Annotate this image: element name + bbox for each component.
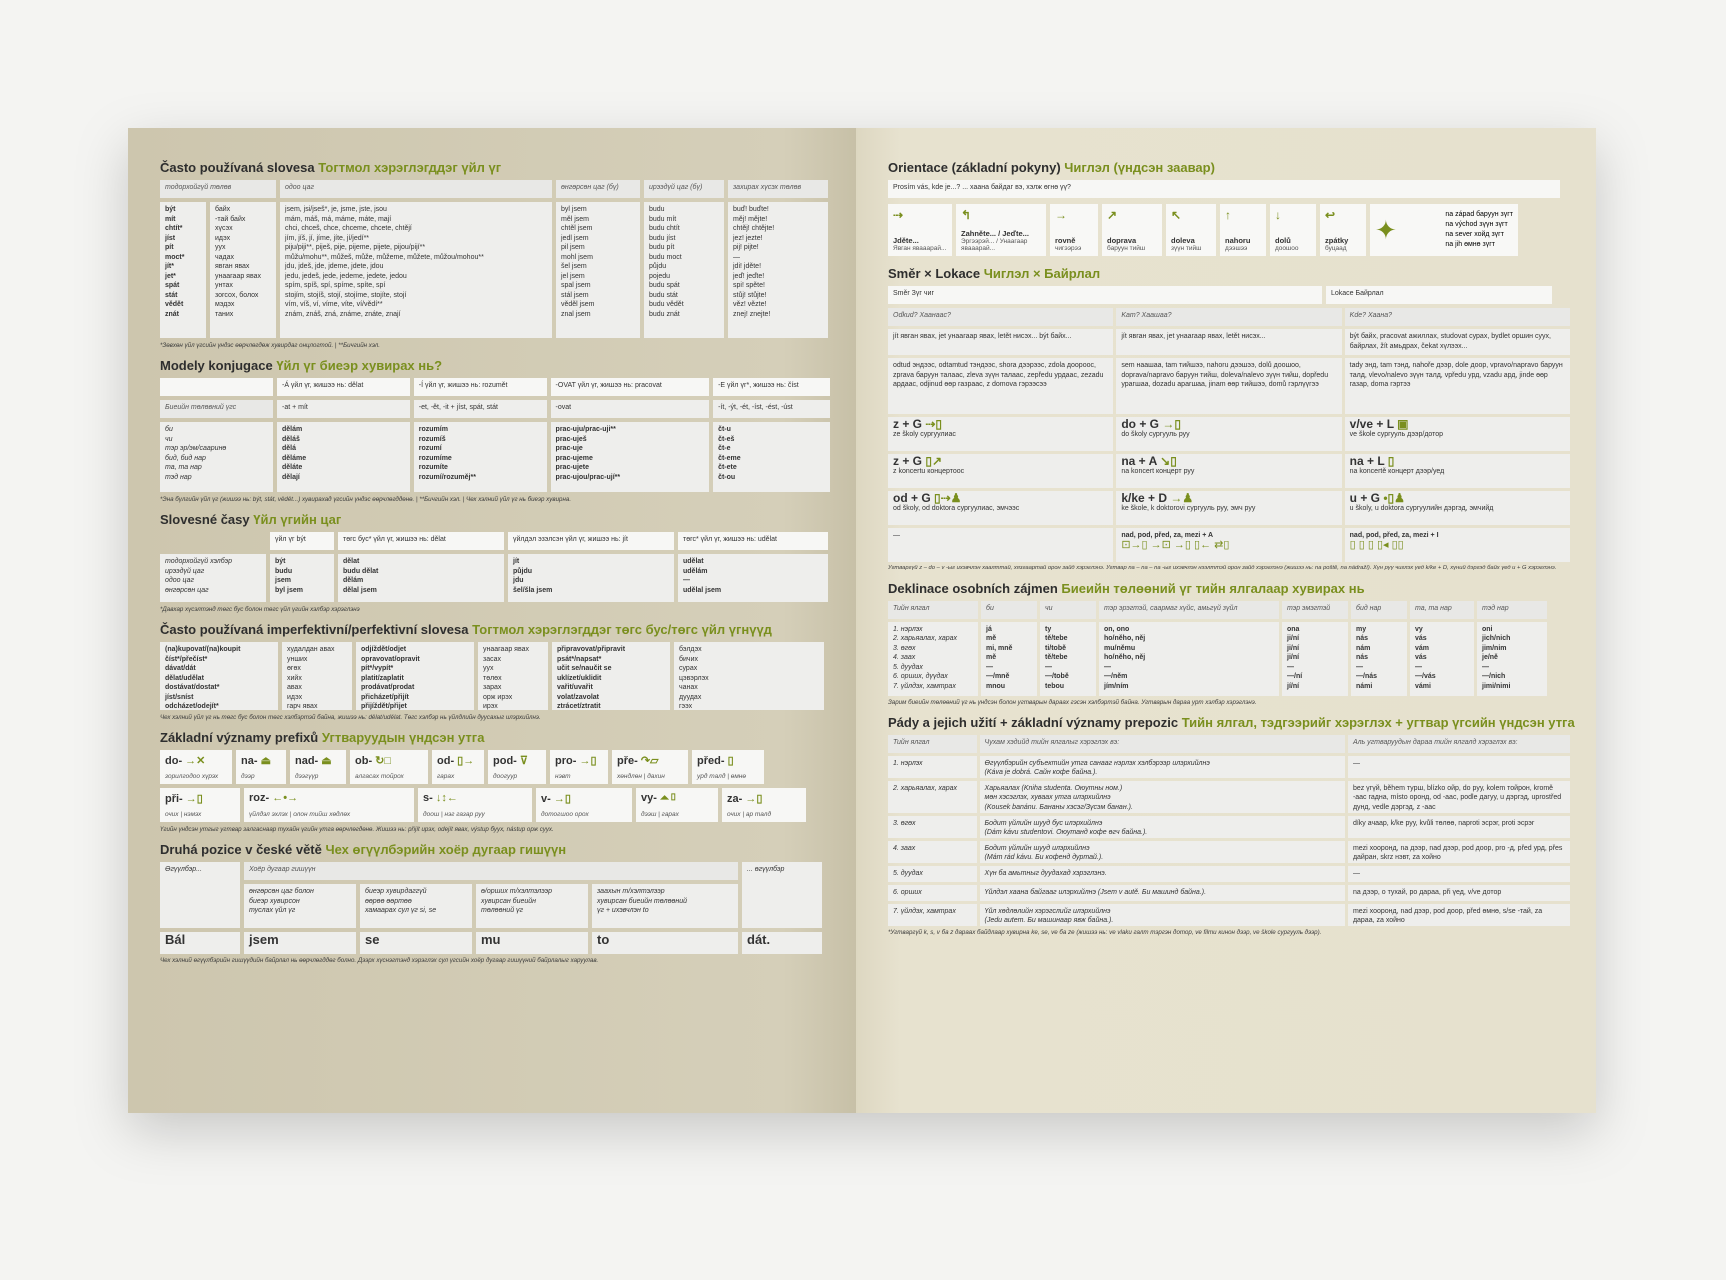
formula-k-d: k/ke + D →♟ ke škole, k doktorovi сургууль руу, эмч руу — [1116, 491, 1341, 525]
prefix-icon: →✕ — [185, 755, 206, 767]
section-title-second-position: Druhá pozice v české větě Чех өгүүлбэрийн хоёр дугаар гишүүн — [160, 842, 567, 857]
conj-head-3: -OVAT үйл үг, жишээ нь: pracovat — [551, 378, 710, 396]
right-page — [856, 128, 1596, 1113]
formula-nad-pod-a: nad, pod, před, za, mezi + A ⊡→▯ →⊡ →▯ ▯← ⇄▯ — [1116, 528, 1341, 562]
dirloc-formula-3 — [888, 491, 1570, 525]
prefixes-note: Үгийн үндсэн утгыг угтвар залгаснаар тухайн үгийн утга өөрчлөгдөнө. Жишээ нь: přijít ирэх, odejít явах, výstup буух, nástup орж суух. — [160, 826, 554, 833]
odkud-verbs: jít явган явах, jet унаагаар явах, letět нисэх... být байх... — [888, 329, 1113, 355]
tense-byt: být budu jsem byl jsem — [270, 554, 334, 602]
prefix-icon: ⊽ — [519, 755, 528, 767]
header-infinitive: тодорхойгүй төлөв — [160, 180, 276, 198]
left-page — [128, 128, 856, 1113]
stem-2: -et, -ět, -it + jíst, spát, stát — [414, 400, 547, 418]
sentence-start-box: Өгүүлбэр... — [160, 862, 240, 928]
conjugation-stems — [160, 400, 830, 418]
tenses-heads — [160, 532, 830, 550]
word-to: to — [592, 932, 738, 954]
enter-icon: →▯ — [1162, 417, 1181, 431]
prefix-tile: nad- ⏏ дээгүүр — [290, 750, 346, 784]
section-title-pronouns: Deklinace osobních zájmen Биеийн төлөөний үг тийн ялгалаар хувирах нь — [888, 580, 1365, 596]
past-cell: byl jsem měl jsem chtěl jsem jedl jsem pil jsem mohl jsem šel jsem jel jsem spal jsem stál jsem věděl jsem znal jsem — [556, 202, 640, 338]
direction-tile: ↑ nahoru дээшээ — [1220, 204, 1266, 256]
prefix-icon: ⏏ — [260, 755, 271, 767]
direction-tile: ↗ doprava баруун тийш — [1102, 204, 1162, 256]
prefix-tile: na- ⏏ дээр — [236, 750, 286, 784]
word-mu: mu — [476, 932, 588, 954]
arrow-up-left-icon: ↖ — [1171, 208, 1182, 222]
section-title-prefixes: Základní významy prefixů Угтваруудын үндсэн утга — [160, 730, 485, 745]
booklet-spread — [128, 128, 1596, 1113]
pronoun-vy: vy vás vám vás — —/vás vámi — [1410, 622, 1474, 696]
walk-icon: ⇢ — [893, 208, 904, 222]
pronoun-table — [888, 622, 1570, 696]
kde-adverbs: tady энд, tam тэнд, nahoře дээр, dole доор, vpravo/napravo баруун талд, vlevo/nalevo зүүн талд, vpředu урд, vzadu ард, jinde өөр газар, doma гэртээ — [1345, 358, 1570, 414]
prefix-tile: před- ▯ урд талд | өмнө — [692, 750, 764, 784]
prefix-icon: ↷▱ — [640, 755, 659, 767]
verbs-headers — [160, 180, 830, 198]
pronoun-ja: já mě mi, mně mě — —/mně mnou — [981, 622, 1037, 696]
direction-tile: ↓ dolů доошоо — [1270, 204, 1316, 256]
prefix-icon: ▯→ — [457, 755, 475, 767]
kam-verbs: jít явган явах, jet унаагаар явах, letět нисэх... — [1116, 329, 1341, 355]
away-from-person-icon: ▯⇢♟ — [934, 491, 962, 505]
prefix-tile: roz- ←•→ үйлдэл эхлэх | олон тийш хөдлөх — [244, 788, 414, 822]
word-se: se — [360, 932, 472, 954]
tenses-table — [160, 554, 830, 602]
tense-labels: тодорхойгүй хэлбэр ирээдүй цаг одоо цаг өнгөрсөн цаг — [160, 554, 266, 602]
pronoun-my: my nás nám nás — —/nás námi — [1351, 622, 1407, 696]
cases-head: Тийн ялгал — [888, 735, 977, 753]
dirloc-formula-2 — [888, 454, 1570, 488]
prefix-tile: vy- ⏶▯ дээш | гарах — [636, 788, 718, 822]
section-title-aspects: Často používaná imperfektivní/perfektivní slovesa Тогтмол хэрэглэгддэг төгс бус/төгс үйл үгнүүд — [160, 622, 772, 637]
dirloc-verbs — [888, 329, 1570, 355]
forms-rozumet: rozumím rozumíš rozumí rozumíme rozumíte rozumí/rozuměj** — [414, 422, 547, 492]
forms-delat: dělám děláš dělá děláme děláte dělají — [277, 422, 410, 492]
header-present: одоо цаг — [280, 180, 552, 198]
conjugation-forms — [160, 422, 830, 492]
compass-icon: ✦ — [1375, 214, 1397, 245]
case-row: 5. дуудах Хүн ба амьтныг дуудахад хэрэглэнэ. — — [888, 866, 1570, 882]
prefix-icon: →▯ — [553, 793, 571, 805]
direction-tile: ↖ doleva зүүн тийш — [1166, 204, 1216, 256]
kde-question: Kde? Хаана? — [1345, 308, 1570, 326]
prefix-icon: →▯ — [579, 755, 597, 767]
prefix-tile: s- ↓↕← доош | нэг газар руу — [418, 788, 532, 822]
formula-z-g-2: z + G ▯↗ z koncertu концертоос — [888, 454, 1113, 488]
pronoun-head: Тийн ялгал — [888, 601, 978, 619]
second-position-note: Чех хэлний өгүүлбэрийн гишүүдийн байрлал нь өөрчлөгддөг болно. Дээрх хүснэгтэнд хэрэглэх сул үгсийн хоёр дугаар гишүүний байрлалыг харуулав. — [160, 957, 599, 964]
prefix-icon: ↻□ — [375, 755, 392, 767]
near-person-icon: •▯♟ — [1383, 491, 1405, 505]
prefix-row-1 — [160, 750, 830, 784]
group-accusative: заахын m/хэлтэлээр хувирсан биеийн төлөөний үг + ихэвчлэн to — [592, 884, 738, 928]
pronoun-oni: oni jich/nich jim/nim je/ně — —/nich jimi/nimi — [1477, 622, 1547, 696]
prefix-tile: při- →▯ очих | нэмэх — [160, 788, 240, 822]
case-row: 6. орших Үйлдэл хаана байгааг илэрхийлнэ (Jsem v autě. Би машинд байна.). na дээр, o тухай, po дараа, při үед, v/ve дотор — [888, 885, 1570, 901]
stem-4: -ít, -ýt, -ét, -íst, -ést, -úst — [713, 400, 830, 418]
prefix-tile: v- →▯ дотогшоо орох — [536, 788, 632, 822]
formula-do-g: do + G →▯ do školy сургууль руу — [1116, 417, 1341, 451]
persons-cell: би чи тэр эр/эм/сааринө бид, бид нар та, та нар тэд нар — [160, 422, 273, 492]
prefix-icon: →▯ — [185, 793, 203, 805]
prefix-row-2 — [160, 788, 830, 822]
arrow-back-icon: ↩ — [1325, 208, 1336, 222]
aspects-note: Чех хэлний үйл үг нь төгс бус болон төгс хэлбэртэй байна, жишээ нь: dělat/udělat. Төгс хэлбэр нь үйлдлийн дуусахыг илэрхийлнэ. — [160, 714, 541, 721]
conj-head-1: -Á үйл үг, жишээ нь: dělat — [277, 378, 410, 396]
odkud-question: Odkud? Хаанаас? — [888, 308, 1113, 326]
kde-verbs: být байх, pracovat ажиллах, studovat сурах, bydlet оршин суух, байрлах, žít амьдрах, čekat хүлээх... — [1345, 329, 1570, 355]
prefix-tile: pro- →▯ нэвт — [550, 750, 608, 784]
aspects-table — [160, 642, 830, 710]
compass-tile — [1370, 204, 1518, 256]
prefix-tile: ob- ↻□ алгасах тойрох — [350, 750, 428, 784]
formula-z-g: z + G ⇢▯ ze školy сургуулиас — [888, 417, 1113, 451]
aspects-c-mn: бэлдэх бичих сурах цэвэрлэх чанах дуудах гээх — [674, 642, 824, 710]
prefix-icon: ▯ — [727, 755, 734, 767]
pronoun-ona: ona ji/ní ji/ní ji/ní — —/ní jí/ní — [1282, 622, 1348, 696]
case-row: 3. өгөх Бодит үйлийн шууд бус илэрхийлнэ (Dám kávu studentovi. Оюутанд кофе өгч байна.). díky ачаар, k/ke руу, kvůli төлөө, naproti эсрэг, proti эсрэг — [888, 816, 1570, 838]
pronoun-head: тэд нар — [1477, 601, 1547, 619]
section-title-conjugation: Modely konjugace Үйл үг биеэр хувирах нь? — [160, 358, 443, 373]
dirloc-questions — [888, 308, 1570, 326]
stem-label: Биеийн төлөвний үгс — [160, 400, 273, 418]
pronoun-head: та, та нар — [1410, 601, 1474, 619]
direction-tile: → rovně чигээрээ — [1050, 204, 1098, 256]
section-title-cases: Pády a jejich užití + základní významy prepozic Тийн ялгал, тэдгээрийг хэрэглэх + угтвар үгсийн үндсэн утга — [888, 714, 1575, 730]
blank-head — [160, 378, 273, 396]
section-title-direction-location: Směr × Lokace Чиглэл × Байрлал — [888, 266, 1101, 281]
cases-head: Чухам хэдийд тийн ялгалыг хэрэглэх вэ: — [980, 735, 1345, 753]
forms-pracovat: prac-uju/prac-uji** prac-uješ prac-uje prac-ujeme prac-ujete prac-ujou/prac-ují** — [551, 422, 710, 492]
pronoun-head: чи — [1040, 601, 1096, 619]
header-future: ирээдүй цаг (бү) — [644, 180, 724, 198]
cases-note: *Угтваргүй k, s, v ба z дараах байдлаар хувирна ke, se, ve ба ze (жишээ нь: ve vlaku галт тэргэн дотор, ve filmu кинон дээр, ve škole сургууль дээр). — [888, 928, 1322, 936]
towards-person-icon: →♟ — [1170, 491, 1194, 505]
inside-icon: ▣ — [1397, 417, 1409, 431]
sentence-end-box: ... өгүүлбэр — [742, 862, 822, 928]
cases-head: Аль угтваруудын дараа тийн ялгалд хэрэглэх вэ: — [1348, 735, 1570, 753]
onto-icon: ↘▯ — [1160, 454, 1177, 468]
conjugation-note: *Эна бүлгийн үйл үг (жишээ нь: být, stát, vědět...) хувирахад үгсийн үндэс өөрчлөгддөнө. | **Бичгийн хэл. | Чех хэлний үйл үг нь биеэр хувирна. — [160, 496, 572, 503]
kam-adverbs: sem наашаа, tam тийшээ, nahoru дээшээ, dolů доошоо, doprava/napravo баруун тийш, doleva/nalevo зүүн тийш, dopředu урагшаа, dozadu арагшаа, jinam өөр тийшээ, domů гэрлүүгээ — [1116, 358, 1341, 414]
arrow-down-icon: ↓ — [1275, 208, 1281, 222]
direction-tile: ↩ zpátky буцаад — [1320, 204, 1366, 256]
second-member-box: Хоёр дугаар гишүүн — [244, 862, 738, 880]
prefix-tile: do- →✕ зорилгодоо хүрэх — [160, 750, 232, 784]
word-jsem: jsem — [244, 932, 356, 954]
tenses-note: *Давхар хүсэлтэнд төгс бус болон төгс үйл үгийн хэлбэр хэрэглэнэ — [160, 606, 360, 613]
smer-head: Směr Зүг чиг — [888, 286, 1322, 304]
conjugation-heads — [160, 378, 830, 396]
group-dative: ө/орших m/хэлтэлээр хувирсан биеийн төлөөний үг — [476, 884, 588, 928]
orientation-question: Prosím vás, kde je...? ... хаана байдаг вэ, хэлж өгнө үү? — [888, 180, 1560, 198]
imperative-cell: buď! buďte! měj! mějte! chtěj! chtějte! jez! jezte! pij! pijte! — jdi! jděte! jeď! jeďte! spi! spěte! stůj! stůjte! věz! vězte! znej! znejte! — [728, 202, 828, 338]
verbs-table — [160, 202, 830, 338]
header-imperative: захирах хүсэх төлөв — [728, 180, 828, 198]
tense-delat: dělat budu dělat dělám dělal jsem — [338, 554, 504, 602]
infinitives-cell: být mít chtít* jíst pít moct* jít* jet* spát stát vědět znát — [160, 202, 206, 338]
stem-3: -ovat — [551, 400, 710, 418]
aspects-a-mn: худалдан авах уншиx өгөх хийх авах идэх гарч явах — [282, 642, 352, 710]
aspects-b: odjíždět/odjet opravovat/opravit pít*/vypít* platit/zaplatit prodávat/prodat přicházet/přijít přijíždět/přijet — [356, 642, 474, 710]
word-dat: dát. — [742, 932, 822, 954]
exit-icon: ⇢▯ — [925, 417, 943, 431]
dirloc-adverbs — [888, 358, 1570, 414]
arrow-right-icon: → — [1055, 208, 1067, 222]
stem-1: -at + mít — [277, 400, 410, 418]
case-row: 7. үйлдэх, хамтрах Үйл хөдлөлийн хэрэгслийг илэрхийлнэ (Jedu autem. Би машинаар явж байна.). mezi хооронд, nad дээр, pod доор, před өмнө, s/se -тай, za дараа, za хойно — [888, 904, 1570, 926]
prefix-tile: za- →▯ очих | ар талд — [722, 788, 806, 822]
section-title-verbs: Často používaná slovesa Тогтмол хэрэглэгддэг үйл үг — [160, 160, 502, 175]
pronouns-note: Зарим биеийн төлөөний үг нь үндсэн болон угтварын дараах гэсэн хэлбэртэй байна. Угтварын дараа урт хэлбэр хэрэглэнэ. — [888, 698, 1257, 706]
off-surface-icon: ▯↗ — [925, 454, 943, 468]
dirloc-formula-1 — [888, 417, 1570, 451]
dirloc-note: Угтваргүй z – do – v -ыг ихэвчлэн хаалттай, хязгаартай орон зайд хэрэглэнэ. Угтвар na – na – na -ыг ихэвчлэн нээлттэй орон зайд хэрэглэнэ (жишээ нь: na poště, na nádraží). Хүн рүү чиглэх үед k/ke + D, хүний дэргэд байх үед u + G хэрэглэнэ. — [888, 565, 1557, 571]
formula-na-a: na + A ↘▯ na koncert концерт руу — [1116, 454, 1341, 488]
forms-cist: čt-u čt-eš čt-e čt-eme čt-ete čt-ou — [713, 422, 830, 492]
group-aux: өнгөрсөн цаг болон биеэр хувирсон туслах үйл үг — [244, 884, 356, 928]
formula-na-l: na + L ▯ na koncertě концерт дээр/уед — [1345, 454, 1570, 488]
group-reflexive: биеэр хувирдаггүй өөрөө өөртөө хамаарах сул үг si, se — [360, 884, 472, 928]
tense-jit: jít půjdu jdu šel/šla jsem — [508, 554, 674, 602]
direction-tile: ⇢ Jděte... Явган явааарай... — [888, 204, 952, 256]
tense-udelat: udělat udělám — udělal jsem — [678, 554, 828, 602]
direction-tiles — [888, 204, 1570, 256]
prefix-icon: ⏶▯ — [659, 792, 678, 804]
formula-u-g: u + G •▯♟ u školy, u doktora сургуулийн дэргэд, эмчийд — [1345, 491, 1570, 525]
on-surface-icon: ▯ — [1387, 454, 1395, 468]
dirloc-formula-4 — [888, 528, 1570, 562]
formula-dash: — — [888, 528, 1113, 562]
compass-directions: na západ баруун зүгт na východ зүүн зүгт na sever хойд зүгт na jih өмнө зүгт — [1445, 211, 1513, 248]
formula-nad-pod-i: nad, pod, před, za, mezi + I ▯ ▯ ▯ ▯◂ ▯▯ — [1345, 528, 1570, 562]
tense-head-2: төгс бус* үйл үг, жишээ нь: dělat — [338, 532, 504, 550]
dirloc-heads — [888, 286, 1570, 304]
lokace-head: Lokace Байрлал — [1326, 286, 1552, 304]
prefix-icon: ↓↕← — [435, 792, 458, 804]
prefix-tile: od- ▯→ гарах — [432, 750, 484, 784]
case-row: 2. харьяалах, харах Харьяалах (Kniha studenta. Оюутны ном.) мөн хэсэглэх, хувааx утга илэрхийлнэ (Kousek banánu. Бананы хэсэг/Зүсэм банан.). bez үгүй, během турш, blízko ойр, do руу, kolem тойрон, kromě -аас гадна, místo оронд, od -аас, podle дагуу, u дэргэд, uprostřed дунд, vedle дэргэд, z -аас — [888, 781, 1570, 813]
tense-head-1: үйл үг být — [270, 532, 334, 550]
odkud-adverbs: odtud эндээс, odtamtud тэндээс, shora дээрээс, zdola доороос, zprava баруун талаас, zleva зүүн талаас, zepředu урдаас, zezadu ардаас, odjinud өөр газраас, z domova гэрээсээ — [888, 358, 1113, 414]
prefix-icon: ⏏ — [321, 755, 332, 767]
aspects-a: (na)kupovat/(na)koupit číst*/přečíst* dávat/dát dělat/udělat dostávat/dostat* jíst/sníst odcházet/odejít* — [160, 642, 278, 710]
kam-question: Kam? Хаашаа? — [1116, 308, 1341, 326]
pronoun-head: тэр эрэгтэй, саармаг хүйс, амьгүй зүйл — [1099, 601, 1279, 619]
present-cell: jsem, jsi/jseš*, je, jsme, jste, jsou mám, máš, má, máme, máte, mají chci, chceš, chce, chceme, chcete, chtějí jím, jíš, jí, jíme, jíte, jí/jedí** piju/piji**, piješ, pije, pijeme, pijete, pijou/pijí** můžu/mohu**, můžeš, může, můžeme, můžete, můžou/mohou** jdu, jdeš, jde, jdeme, jdete, jdou jedu, jedeš, jede, jedeme, jedete, jedou spím, spíš, spí, spíme, spíte, spí stojím, stojíš, stojí, stojíme, stojíte, stojí vím, víš, ví, víme, víte, ví/vědí** znám, znáš, zná, známe, znáte, znají — [280, 202, 552, 338]
arrow-up-right-icon: ↗ — [1107, 208, 1118, 222]
position-icons-2: ▯ ▯ ▯ ▯◂ ▯▯ — [1349, 538, 1404, 551]
verbs-note: *Зөвхөн үйл үгсийн үндэс өөрчлөгдөж хувирдаг онцлогтой. | **Бичгийн хэл. — [160, 342, 380, 349]
second-position-diagram — [160, 862, 830, 954]
aspects-b-mn: унаагаар явах засах уух төлөх зарах орж ирэх ирэх — [478, 642, 548, 710]
pronoun-head: би — [981, 601, 1037, 619]
section-title-orientation: Orientace (základní pokyny) Чиглэл (үндсэн заавар) — [888, 160, 1215, 175]
prefix-tile: pře- ↷▱ хөндлөн | дахин — [612, 750, 688, 784]
pronoun-cases: 1. нэрлэх 2. харьяалах, харах 3. өгөх 4. заах 5. дуудах 6. орших, дүүдах 7. үйлдэх, хамтрах — [888, 622, 978, 696]
tense-head-3: үйлдэл эзэлсэн үйл үг, жишээ нь: jít — [508, 532, 674, 550]
prefix-tile: pod- ⊽ доогуур — [488, 750, 546, 784]
prefix-icon: →▯ — [745, 793, 763, 805]
header-past: өнгөрсөн цаг (бү) — [556, 180, 640, 198]
formula-od-g: od + G ▯⇢♟ od školy, od doktora сургуулиас, эмчээс — [888, 491, 1113, 525]
case-row: 1. нэрлэх Өгүүлбэрийн субъектийн утга санааг нэрлэх хэлбэрээр илэрхийлнэ (Káva je dobrá. Сайн кофе байна.). — — [888, 756, 1570, 778]
formula-v-l: v/ve + L ▣ ve škole сургууль дээр/дотор — [1345, 417, 1570, 451]
case-row: 4. заах Бодит үйлийн шууд илэрхийлнэ (Mám rád kávu. Би кофенд дуртай.). mezi хооронд, na дээр, nad дээр, pod доор, pro -д, před урд, přes дайран, skrz нэвт, za хойно — [888, 841, 1570, 863]
future-cell: budu budu mít budu chtít budu jíst budu pít budu moct půjdu pojedu budu spát budu stát budu vědět budu znát — [644, 202, 724, 338]
aspects-c: připravovat/připravit psát*/napsat* učit se/naučit se uklízet/uklidit vařit/uvařit volat/zavolat ztrácet/ztratit — [552, 642, 670, 710]
direction-tile: ↰ Zahněte... / Jeďte... Эргээрэй... / Унаагаар явааарай... — [956, 204, 1046, 256]
word-bal: Bál — [160, 932, 240, 954]
arrow-up-icon: ↑ — [1225, 208, 1231, 222]
prefix-icon: ←•→ — [272, 792, 299, 804]
cases-heads — [888, 735, 1570, 753]
meanings-cell: байх -тай байх хүсэх идэх уух чадах явган явах унаагаар явах унтах зогсох, болох мэдэх таних — [210, 202, 276, 338]
pronoun-on: on, ono ho/něho, něj mu/němu ho/něho, něj — —/něm jím/ním — [1099, 622, 1279, 696]
pronoun-head: бид нар — [1351, 601, 1407, 619]
tense-head-4: төгс* үйл үг, жишээ нь: udělat — [678, 532, 828, 550]
pronoun-ty: ty tě/tebe ti/tobě tě/tebe — —/tobě tebou — [1040, 622, 1096, 696]
conj-head-4: -E үйл үг*, жишээ нь: číst — [713, 378, 830, 396]
turn-icon: ↰ — [961, 208, 972, 222]
pronoun-head: тэр эмэгтэй — [1282, 601, 1348, 619]
pronoun-heads — [888, 601, 1570, 619]
section-title-tenses: Slovesné časy Үйл үгийн цаг — [160, 512, 342, 527]
position-icons: ⊡→▯ →⊡ →▯ ▯← ⇄▯ — [1121, 538, 1230, 551]
conj-head-2: -Í үйл үг, жишээ нь: rozumět — [414, 378, 547, 396]
